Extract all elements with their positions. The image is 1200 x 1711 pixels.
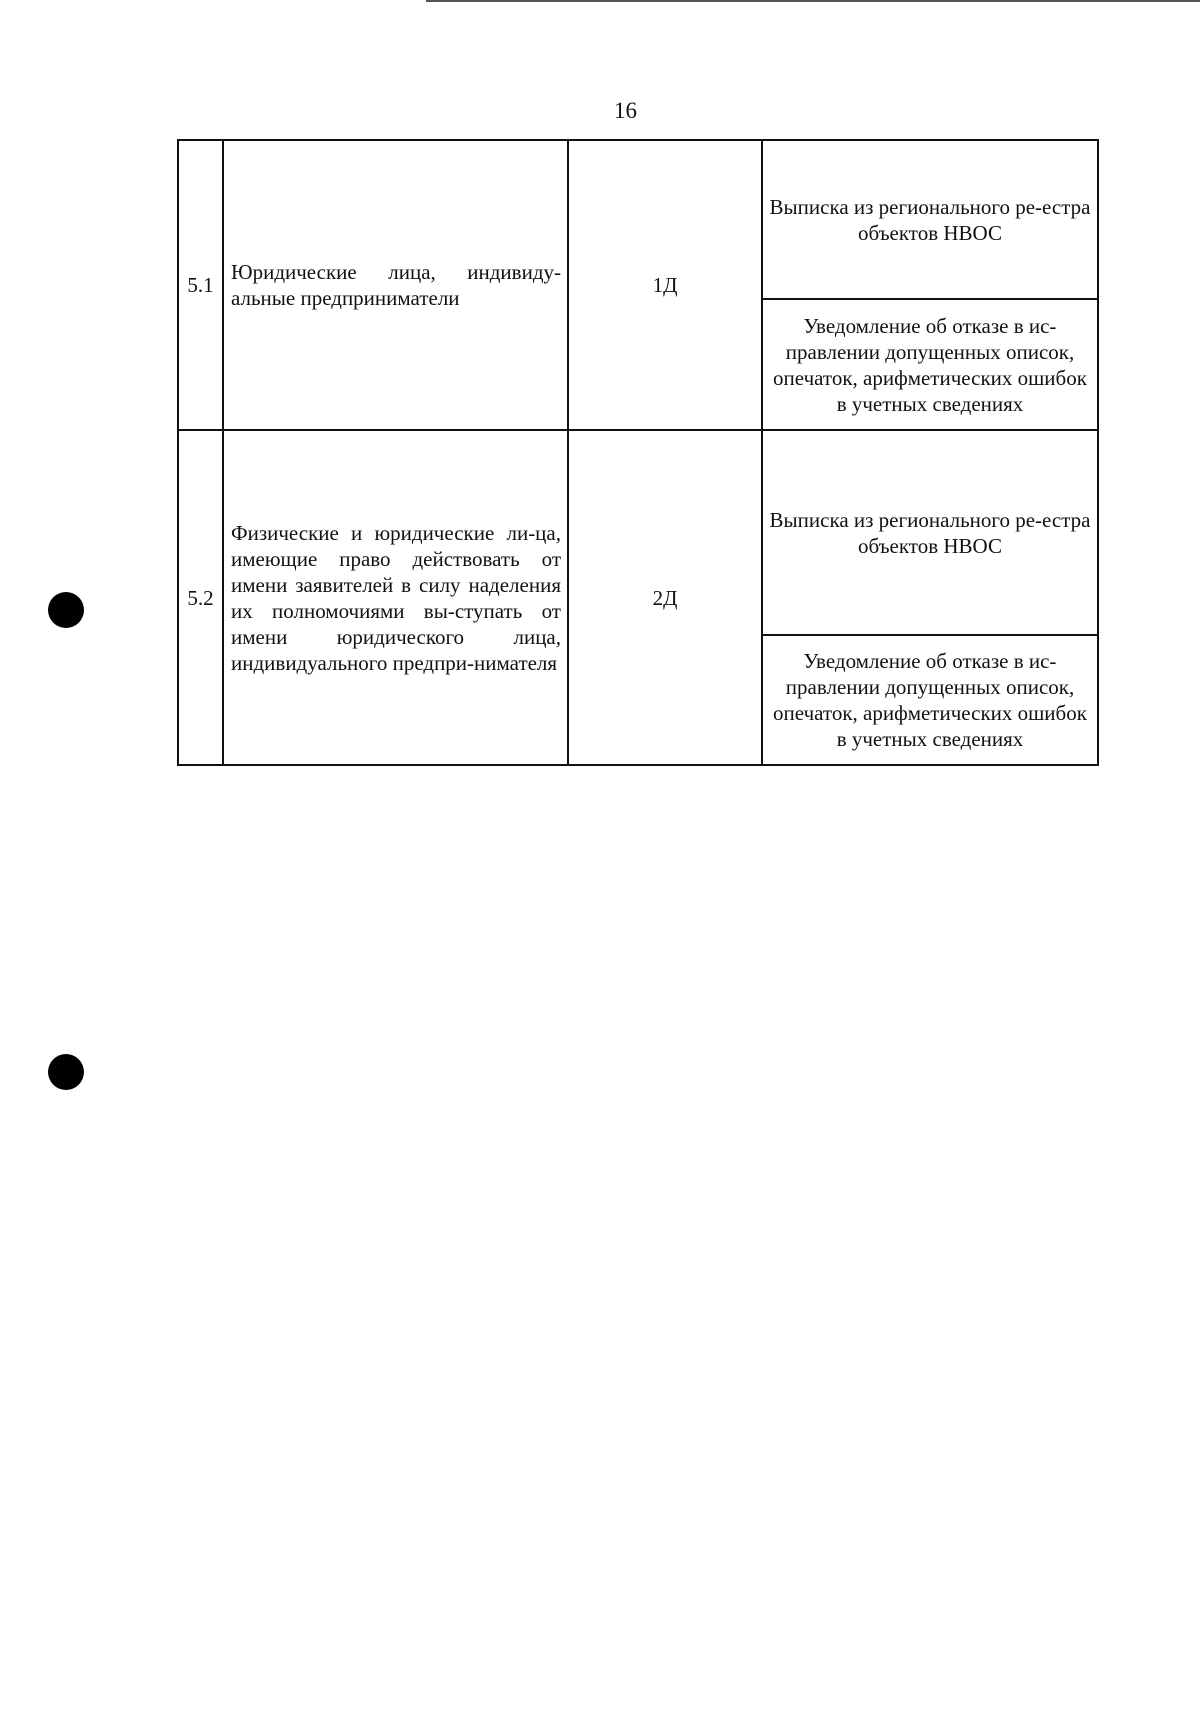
result-document-text: Выписка из регионального ре-естра объектов НВОС [769,507,1091,558]
table-row-5-2 [178,430,1098,635]
applicant-category [223,140,568,430]
row-number: 5.1 [178,140,223,430]
result-document [762,430,1098,635]
row-number: 5.2 [178,430,223,765]
result-document-text: Уведомление об отказе в ис-правлении допущенных описок, опечаток, арифметических ошибок в учетных сведениях [773,649,1087,751]
punch-hole-bottom [48,1054,84,1090]
services-table [177,139,1099,766]
result-document [762,299,1098,430]
applicant-category-text: Юридические лица, индивиду-альные предприниматели [231,260,561,310]
applicant-category [223,430,568,765]
result-document-text: Уведомление об отказе в ис-правлении допущенных описок, опечаток, арифметических ошибок в учетных сведениях [773,313,1087,416]
term-cell: 1Д [568,140,762,430]
page-number: 16 [614,98,637,123]
result-document [762,635,1098,765]
punch-hole-top [48,592,84,628]
result-document-text: Выписка из регионального ре-естра объектов НВОС [769,194,1091,245]
applicant-category-text: Физические и юридические ли-ца, имеющие право действовать от имени заявителей в силу наделения их полномочиями вы-ступать от имени юридического лица, индивидуального предпри-нимателя [231,520,561,675]
page-top-border [426,0,1200,2]
result-document [762,140,1098,299]
term-cell: 2Д [568,430,762,765]
table-row-5-1 [178,140,1098,299]
